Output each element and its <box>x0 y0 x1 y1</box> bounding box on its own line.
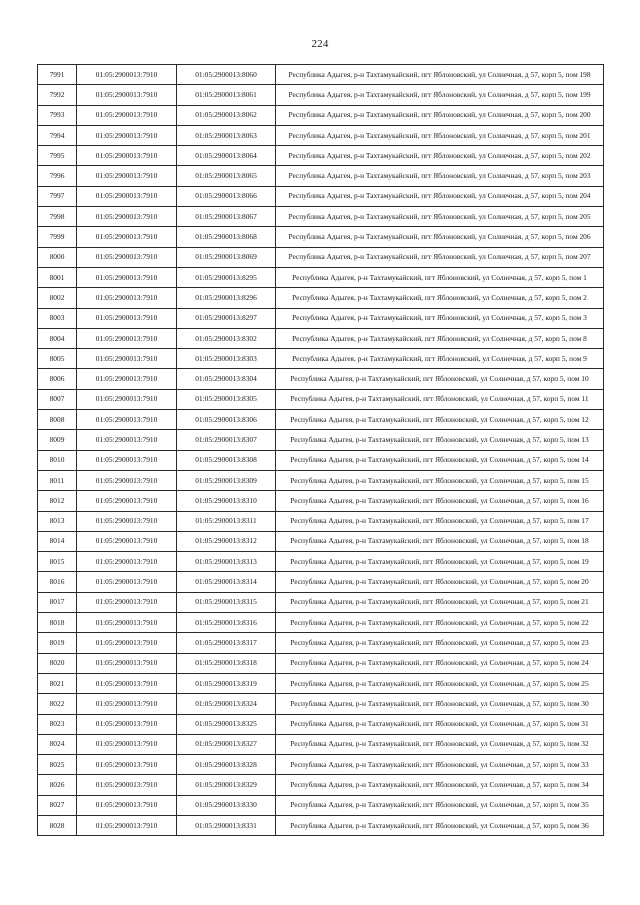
cadastral-number-cell: 01:05:2900013:8327 <box>177 734 276 754</box>
table-row <box>38 328 604 348</box>
parent-cadastral-cell: 01:05:2900013:7910 <box>77 775 177 795</box>
parent-cadastral-cell: 01:05:2900013:7910 <box>77 531 177 551</box>
cadastral-number-cell: 01:05:2900013:8309 <box>177 470 276 490</box>
row-number-cell: 8025 <box>38 755 77 775</box>
table-row <box>38 389 604 409</box>
row-number-cell: 7993 <box>38 105 77 125</box>
row-number-cell: 7998 <box>38 207 77 227</box>
parent-cadastral-cell: 01:05:2900013:7910 <box>77 572 177 592</box>
parent-cadastral-cell: 01:05:2900013:7910 <box>77 288 177 308</box>
cadastral-number-cell: 01:05:2900013:8330 <box>177 795 276 815</box>
address-cell: Республика Адыгея, р-н Тахтамукайский, пгт Яблоновский, ул Солнечная, д 57, корп 5, пом 17 <box>276 511 604 531</box>
address-cell: Республика Адыгея, р-н Тахтамукайский, пгт Яблоновский, ул Солнечная, д 57, корп 5, пом 11 <box>276 389 604 409</box>
table-row <box>38 755 604 775</box>
cadastral-number-cell: 01:05:2900013:8313 <box>177 552 276 572</box>
row-number-cell: 8012 <box>38 491 77 511</box>
row-number-cell: 8024 <box>38 734 77 754</box>
address-cell: Республика Адыгея, р-н Тахтамукайский, пгт Яблоновский, ул Солнечная, д 57, корп 5, пом 12 <box>276 410 604 430</box>
row-number-cell: 8006 <box>38 369 77 389</box>
address-cell: Республика Адыгея, р-н Тахтамукайский, пгт Яблоновский, ул Солнечная, д 57, корп 5, пом 24 <box>276 653 604 673</box>
row-number-cell: 8028 <box>38 815 77 835</box>
cadastral-number-cell: 01:05:2900013:8296 <box>177 288 276 308</box>
address-cell: Республика Адыгея, р-н Тахтамукайский, пгт Яблоновский, ул Солнечная, д 57, корп 5, пом 31 <box>276 714 604 734</box>
parent-cadastral-cell: 01:05:2900013:7910 <box>77 105 177 125</box>
parent-cadastral-cell: 01:05:2900013:7910 <box>77 653 177 673</box>
parent-cadastral-cell: 01:05:2900013:7910 <box>77 349 177 369</box>
parent-cadastral-cell: 01:05:2900013:7910 <box>77 207 177 227</box>
cadastral-number-cell: 01:05:2900013:8306 <box>177 410 276 430</box>
cadastral-number-cell: 01:05:2900013:8318 <box>177 653 276 673</box>
table-row <box>38 795 604 815</box>
row-number-cell: 8026 <box>38 775 77 795</box>
address-cell: Республика Адыгея, р-н Тахтамукайский, пгт Яблоновский, ул Солнечная, д 57, корп 5, пом 2 <box>276 288 604 308</box>
table-row <box>38 511 604 531</box>
parent-cadastral-cell: 01:05:2900013:7910 <box>77 450 177 470</box>
cadastral-number-cell: 01:05:2900013:8302 <box>177 328 276 348</box>
cadastral-number-cell: 01:05:2900013:8060 <box>177 65 276 85</box>
table-row <box>38 450 604 470</box>
row-number-cell: 8005 <box>38 349 77 369</box>
parent-cadastral-cell: 01:05:2900013:7910 <box>77 308 177 328</box>
row-number-cell: 8023 <box>38 714 77 734</box>
parent-cadastral-cell: 01:05:2900013:7910 <box>77 410 177 430</box>
table-row <box>38 552 604 572</box>
cadastral-number-cell: 01:05:2900013:8319 <box>177 673 276 693</box>
table-row <box>38 653 604 673</box>
parent-cadastral-cell: 01:05:2900013:7910 <box>77 613 177 633</box>
table-row <box>38 734 604 754</box>
cadastral-number-cell: 01:05:2900013:8308 <box>177 450 276 470</box>
cadastral-number-cell: 01:05:2900013:8314 <box>177 572 276 592</box>
parent-cadastral-cell: 01:05:2900013:7910 <box>77 592 177 612</box>
table-row <box>38 247 604 267</box>
address-cell: Республика Адыгея, р-н Тахтамукайский, пгт Яблоновский, ул Солнечная, д 57, корп 5, пом 22 <box>276 613 604 633</box>
row-number-cell: 8011 <box>38 470 77 490</box>
address-cell: Республика Адыгея, р-н Тахтамукайский, пгт Яблоновский, ул Солнечная, д 57, корп 5, пом 20 <box>276 572 604 592</box>
table-row <box>38 430 604 450</box>
row-number-cell: 7995 <box>38 146 77 166</box>
table-row <box>38 815 604 835</box>
address-cell: Республика Адыгея, р-н Тахтамукайский, пгт Яблоновский, ул Солнечная, д 57, корп 5, пом 201 <box>276 125 604 145</box>
cadastral-number-cell: 01:05:2900013:8317 <box>177 633 276 653</box>
table-row <box>38 85 604 105</box>
table-row <box>38 572 604 592</box>
table-row <box>38 694 604 714</box>
cadastral-number-cell: 01:05:2900013:8331 <box>177 815 276 835</box>
parent-cadastral-cell: 01:05:2900013:7910 <box>77 328 177 348</box>
cadastral-number-cell: 01:05:2900013:8065 <box>177 166 276 186</box>
table-row <box>38 673 604 693</box>
parent-cadastral-cell: 01:05:2900013:7910 <box>77 166 177 186</box>
row-number-cell: 8002 <box>38 288 77 308</box>
parent-cadastral-cell: 01:05:2900013:7910 <box>77 85 177 105</box>
cadastral-number-cell: 01:05:2900013:8325 <box>177 714 276 734</box>
address-cell: Республика Адыгея, р-н Тахтамукайский, пгт Яблоновский, ул Солнечная, д 57, корп 5, пом 32 <box>276 734 604 754</box>
row-number-cell: 8000 <box>38 247 77 267</box>
cadastral-number-cell: 01:05:2900013:8063 <box>177 125 276 145</box>
parent-cadastral-cell: 01:05:2900013:7910 <box>77 491 177 511</box>
cadastral-number-cell: 01:05:2900013:8061 <box>177 85 276 105</box>
cadastral-number-cell: 01:05:2900013:8304 <box>177 369 276 389</box>
row-number-cell: 8022 <box>38 694 77 714</box>
table-row <box>38 491 604 511</box>
parent-cadastral-cell: 01:05:2900013:7910 <box>77 369 177 389</box>
address-cell: Республика Адыгея, р-н Тахтамукайский, пгт Яблоновский, ул Солнечная, д 57, корп 5, пом 3 <box>276 308 604 328</box>
cadastral-number-cell: 01:05:2900013:8329 <box>177 775 276 795</box>
parent-cadastral-cell: 01:05:2900013:7910 <box>77 795 177 815</box>
table-row <box>38 531 604 551</box>
address-cell: Республика Адыгея, р-н Тахтамукайский, пгт Яблоновский, ул Солнечная, д 57, корп 5, пом 16 <box>276 491 604 511</box>
cadastral-number-cell: 01:05:2900013:8303 <box>177 349 276 369</box>
address-cell: Республика Адыгея, р-н Тахтамукайский, пгт Яблоновский, ул Солнечная, д 57, корп 5, пом 206 <box>276 227 604 247</box>
page-number: 224 <box>311 38 329 50</box>
parent-cadastral-cell: 01:05:2900013:7910 <box>77 65 177 85</box>
table-row <box>38 410 604 430</box>
cadastral-number-cell: 01:05:2900013:8311 <box>177 511 276 531</box>
row-number-cell: 8009 <box>38 430 77 450</box>
address-cell: Республика Адыгея, р-н Тахтамукайский, пгт Яблоновский, ул Солнечная, д 57, корп 5, пом 35 <box>276 795 604 815</box>
table-row <box>38 267 604 287</box>
row-number-cell: 7997 <box>38 186 77 206</box>
parent-cadastral-cell: 01:05:2900013:7910 <box>77 389 177 409</box>
address-cell: Республика Адыгея, р-н Тахтамукайский, пгт Яблоновский, ул Солнечная, д 57, корп 5, пом 33 <box>276 755 604 775</box>
parent-cadastral-cell: 01:05:2900013:7910 <box>77 734 177 754</box>
table-row <box>38 207 604 227</box>
row-number-cell: 8014 <box>38 531 77 551</box>
address-cell: Республика Адыгея, р-н Тахтамукайский, пгт Яблоновский, ул Солнечная, д 57, корп 5, пом 30 <box>276 694 604 714</box>
parent-cadastral-cell: 01:05:2900013:7910 <box>77 633 177 653</box>
row-number-cell: 8007 <box>38 389 77 409</box>
parent-cadastral-cell: 01:05:2900013:7910 <box>77 755 177 775</box>
table-row <box>38 308 604 328</box>
parent-cadastral-cell: 01:05:2900013:7910 <box>77 673 177 693</box>
table-row <box>38 146 604 166</box>
table-row <box>38 65 604 85</box>
table-row <box>38 470 604 490</box>
cadastral-number-cell: 01:05:2900013:8066 <box>177 186 276 206</box>
row-number-cell: 8004 <box>38 328 77 348</box>
row-number-cell: 8013 <box>38 511 77 531</box>
row-number-cell: 7992 <box>38 85 77 105</box>
parent-cadastral-cell: 01:05:2900013:7910 <box>77 552 177 572</box>
address-cell: Республика Адыгея, р-н Тахтамукайский, пгт Яблоновский, ул Солнечная, д 57, корп 5, пом 25 <box>276 673 604 693</box>
address-cell: Республика Адыгея, р-н Тахтамукайский, пгт Яблоновский, ул Солнечная, д 57, корп 5, пом 198 <box>276 65 604 85</box>
cadastral-number-cell: 01:05:2900013:8068 <box>177 227 276 247</box>
parent-cadastral-cell: 01:05:2900013:7910 <box>77 227 177 247</box>
parent-cadastral-cell: 01:05:2900013:7910 <box>77 714 177 734</box>
address-cell: Республика Адыгея, р-н Тахтамукайский, пгт Яблоновский, ул Солнечная, д 57, корп 5, пом 14 <box>276 450 604 470</box>
address-cell: Республика Адыгея, р-н Тахтамукайский, пгт Яблоновский, ул Солнечная, д 57, корп 5, пом 207 <box>276 247 604 267</box>
row-number-cell: 7994 <box>38 125 77 145</box>
parent-cadastral-cell: 01:05:2900013:7910 <box>77 125 177 145</box>
cadastral-number-cell: 01:05:2900013:8328 <box>177 755 276 775</box>
address-cell: Республика Адыгея, р-н Тахтамукайский, пгт Яблоновский, ул Солнечная, д 57, корп 5, пом 34 <box>276 775 604 795</box>
row-number-cell: 8015 <box>38 552 77 572</box>
address-cell: Республика Адыгея, р-н Тахтамукайский, пгт Яблоновский, ул Солнечная, д 57, корп 5, пом 199 <box>276 85 604 105</box>
table-row <box>38 714 604 734</box>
cadastral-number-cell: 01:05:2900013:8297 <box>177 308 276 328</box>
cadastral-number-cell: 01:05:2900013:8315 <box>177 592 276 612</box>
table-row <box>38 775 604 795</box>
table-row <box>38 349 604 369</box>
address-cell: Республика Адыгея, р-н Тахтамукайский, пгт Яблоновский, ул Солнечная, д 57, корп 5, пом 15 <box>276 470 604 490</box>
parent-cadastral-cell: 01:05:2900013:7910 <box>77 186 177 206</box>
table-row <box>38 186 604 206</box>
address-cell: Республика Адыгея, р-н Тахтамукайский, пгт Яблоновский, ул Солнечная, д 57, корп 5, пом 36 <box>276 815 604 835</box>
row-number-cell: 8027 <box>38 795 77 815</box>
address-cell: Республика Адыгея, р-н Тахтамукайский, пгт Яблоновский, ул Солнечная, д 57, корп 5, пом 1 <box>276 267 604 287</box>
cadastral-number-cell: 01:05:2900013:8310 <box>177 491 276 511</box>
row-number-cell: 8020 <box>38 653 77 673</box>
address-cell: Республика Адыгея, р-н Тахтамукайский, пгт Яблоновский, ул Солнечная, д 57, корп 5, пом 23 <box>276 633 604 653</box>
address-cell: Республика Адыгея, р-н Тахтамукайский, пгт Яблоновский, ул Солнечная, д 57, корп 5, пом 204 <box>276 186 604 206</box>
table-row <box>38 227 604 247</box>
parent-cadastral-cell: 01:05:2900013:7910 <box>77 470 177 490</box>
cadastral-number-cell: 01:05:2900013:8312 <box>177 531 276 551</box>
address-cell: Республика Адыгея, р-н Тахтамукайский, пгт Яблоновский, ул Солнечная, д 57, корп 5, пом 205 <box>276 207 604 227</box>
row-number-cell: 8001 <box>38 267 77 287</box>
cadastral-number-cell: 01:05:2900013:8062 <box>177 105 276 125</box>
row-number-cell: 8019 <box>38 633 77 653</box>
cadastral-number-cell: 01:05:2900013:8067 <box>177 207 276 227</box>
cadastral-number-cell: 01:05:2900013:8069 <box>177 247 276 267</box>
registry-table <box>37 64 604 836</box>
table-row <box>38 592 604 612</box>
row-number-cell: 7996 <box>38 166 77 186</box>
address-cell: Республика Адыгея, р-н Тахтамукайский, пгт Яблоновский, ул Солнечная, д 57, корп 5, пом 18 <box>276 531 604 551</box>
parent-cadastral-cell: 01:05:2900013:7910 <box>77 247 177 267</box>
parent-cadastral-cell: 01:05:2900013:7910 <box>77 694 177 714</box>
registry-table-body <box>38 65 604 836</box>
cadastral-number-cell: 01:05:2900013:8324 <box>177 694 276 714</box>
table-row <box>38 166 604 186</box>
table-row <box>38 613 604 633</box>
address-cell: Республика Адыгея, р-н Тахтамукайский, пгт Яблоновский, ул Солнечная, д 57, корп 5, пом 9 <box>276 349 604 369</box>
address-cell: Республика Адыгея, р-н Тахтамукайский, пгт Яблоновский, ул Солнечная, д 57, корп 5, пом 13 <box>276 430 604 450</box>
address-cell: Республика Адыгея, р-н Тахтамукайский, пгт Яблоновский, ул Солнечная, д 57, корп 5, пом 10 <box>276 369 604 389</box>
parent-cadastral-cell: 01:05:2900013:7910 <box>77 267 177 287</box>
row-number-cell: 7991 <box>38 65 77 85</box>
row-number-cell: 8016 <box>38 572 77 592</box>
table-row <box>38 125 604 145</box>
address-cell: Республика Адыгея, р-н Тахтамукайский, пгт Яблоновский, ул Солнечная, д 57, корп 5, пом 21 <box>276 592 604 612</box>
cadastral-number-cell: 01:05:2900013:8064 <box>177 146 276 166</box>
row-number-cell: 8010 <box>38 450 77 470</box>
table-row <box>38 288 604 308</box>
table-row <box>38 369 604 389</box>
row-number-cell: 8021 <box>38 673 77 693</box>
row-number-cell: 7999 <box>38 227 77 247</box>
table-row <box>38 105 604 125</box>
cadastral-number-cell: 01:05:2900013:8316 <box>177 613 276 633</box>
address-cell: Республика Адыгея, р-н Тахтамукайский, пгт Яблоновский, ул Солнечная, д 57, корп 5, пом 8 <box>276 328 604 348</box>
row-number-cell: 8003 <box>38 308 77 328</box>
row-number-cell: 8008 <box>38 410 77 430</box>
cadastral-number-cell: 01:05:2900013:8307 <box>177 430 276 450</box>
cadastral-number-cell: 01:05:2900013:8305 <box>177 389 276 409</box>
address-cell: Республика Адыгея, р-н Тахтамукайский, пгт Яблоновский, ул Солнечная, д 57, корп 5, пом 202 <box>276 146 604 166</box>
row-number-cell: 8017 <box>38 592 77 612</box>
parent-cadastral-cell: 01:05:2900013:7910 <box>77 146 177 166</box>
parent-cadastral-cell: 01:05:2900013:7910 <box>77 511 177 531</box>
parent-cadastral-cell: 01:05:2900013:7910 <box>77 430 177 450</box>
parent-cadastral-cell: 01:05:2900013:7910 <box>77 815 177 835</box>
address-cell: Республика Адыгея, р-н Тахтамукайский, пгт Яблоновский, ул Солнечная, д 57, корп 5, пом 200 <box>276 105 604 125</box>
address-cell: Республика Адыгея, р-н Тахтамукайский, пгт Яблоновский, ул Солнечная, д 57, корп 5, пом 19 <box>276 552 604 572</box>
address-cell: Республика Адыгея, р-н Тахтамукайский, пгт Яблоновский, ул Солнечная, д 57, корп 5, пом 203 <box>276 166 604 186</box>
table-row <box>38 633 604 653</box>
row-number-cell: 8018 <box>38 613 77 633</box>
cadastral-number-cell: 01:05:2900013:8295 <box>177 267 276 287</box>
